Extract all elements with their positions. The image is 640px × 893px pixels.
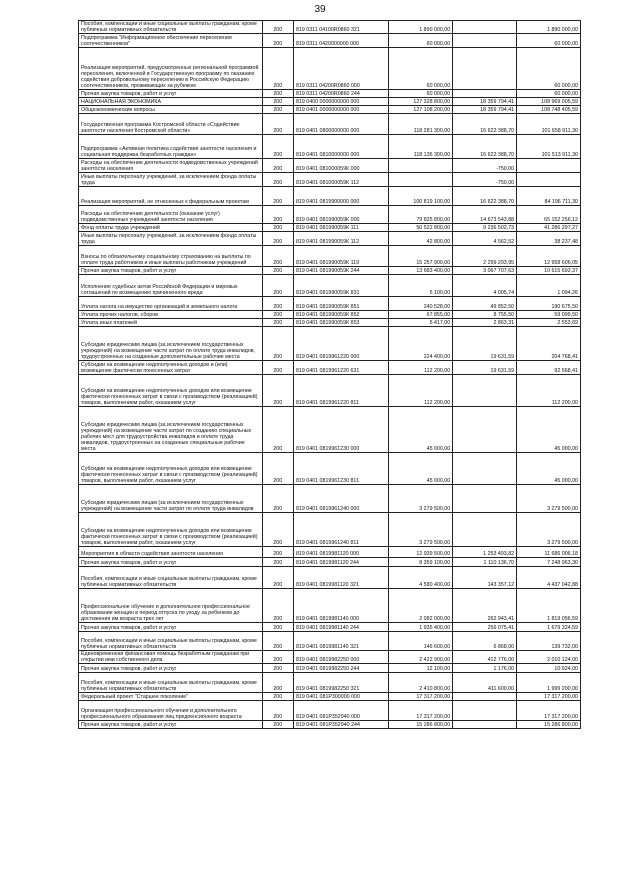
row-remaining-cell: 3 279 500,00	[517, 485, 581, 513]
row-code-cell: 819 0401 0819981140 321	[293, 632, 388, 651]
row-executed-cell: -750,00	[453, 173, 517, 187]
row-executed-cell: 16 622 388,70	[453, 135, 517, 159]
row-executed-cell	[453, 34, 517, 48]
row-remaining-cell	[517, 173, 581, 187]
row-section-cell: 200	[262, 159, 293, 173]
row-executed-cell: 8 755,50	[453, 311, 517, 319]
row-executed-cell: 3 067 707,63	[453, 267, 517, 275]
row-code-cell: 819 0401 0819961230 811	[293, 453, 388, 485]
row-section-cell: 200	[262, 361, 293, 375]
row-section-cell: 200	[262, 90, 293, 98]
row-approved-cell: 50 522 800,00	[389, 224, 453, 232]
row-section-cell: 200	[262, 632, 293, 651]
row-code-cell: 819 0401 0819961220 811	[293, 375, 388, 407]
row-approved-cell: 79 825 800,00	[389, 206, 453, 224]
row-section-cell: 200	[262, 21, 293, 34]
row-name-cell: НАЦИОНАЛЬНАЯ ЭКОНОМИКА	[79, 98, 263, 106]
row-section-cell: 200	[262, 232, 293, 246]
row-approved-cell: 5 100,00	[389, 275, 453, 297]
row-code-cell: 819 0401 0819961230 000	[293, 407, 388, 453]
row-name-cell: Прочая закупка товаров, работ и услуг	[79, 90, 263, 98]
row-section-cell: 200	[262, 485, 293, 513]
row-code-cell: 819 0401 0819982250 000	[293, 651, 388, 664]
row-approved-cell: 60 000,00	[389, 34, 453, 48]
table-row	[79, 98, 581, 106]
row-name-cell: Профессиональное обучение и дополнительное профессиональное образование женщин в период отпуска по уходу за ребенком до достижения им возраста трех лет	[79, 589, 263, 623]
row-executed-cell: 412 776,00	[453, 651, 517, 664]
row-remaining-cell: 190 675,50	[517, 297, 581, 311]
row-section-cell: 200	[262, 558, 293, 567]
row-approved-cell: 60 000,00	[389, 48, 453, 90]
row-approved-cell: 4 580 400,00	[389, 567, 453, 589]
row-code-cell: 819 0400 0000000000 000	[293, 98, 388, 106]
table-row	[79, 651, 581, 664]
row-code-cell: 819 0401 0819961240 811	[293, 513, 388, 547]
row-section-cell: 200	[262, 34, 293, 48]
table-row	[79, 673, 581, 693]
row-code-cell: 819 0401 081990059К 852	[293, 311, 388, 319]
row-remaining-cell: 17 317 200,00	[517, 701, 581, 721]
table-row	[79, 721, 581, 729]
row-executed-cell	[453, 513, 517, 547]
table-row	[79, 547, 581, 558]
table-row	[79, 135, 581, 159]
row-code-cell: 819 0311 04200R0860 244	[293, 90, 388, 98]
row-section-cell: 200	[262, 721, 293, 729]
table-row	[79, 311, 581, 319]
row-executed-cell	[453, 21, 517, 34]
row-name-cell: Пособия, компенсации и иные социальные выплаты гражданам, кроме публичных нормативных обязательств	[79, 567, 263, 589]
row-code-cell: 819 0401 0819981140 244	[293, 623, 388, 632]
row-remaining-cell: 10 924,00	[517, 664, 581, 673]
row-approved-cell: 127 328 800,00	[389, 98, 453, 106]
row-remaining-cell: 60 000,00	[517, 34, 581, 48]
row-approved-cell: 45 000,00	[389, 407, 453, 453]
table-row	[79, 21, 581, 34]
row-name-cell: Уплата иных платежей	[79, 319, 263, 327]
row-section-cell: 200	[262, 673, 293, 693]
row-approved-cell: 240 528,00	[389, 297, 453, 311]
table-row	[79, 90, 581, 98]
row-name-cell: Прочая закупка товаров, работ и услуг	[79, 721, 263, 729]
row-executed-cell: 2 299 293,95	[453, 246, 517, 267]
row-name-cell: Прочая закупка товаров, работ и услуг	[79, 623, 263, 632]
row-code-cell: 819 0401 0819981120 244	[293, 558, 388, 567]
row-executed-cell: 143 357,12	[453, 567, 517, 589]
row-approved-cell: 42 800,00	[389, 232, 453, 246]
row-code-cell: 819 0401 081990059К 000	[293, 206, 388, 224]
row-executed-cell: 14 673 543,88	[453, 206, 517, 224]
row-approved-cell: 12 939 500,00	[389, 547, 453, 558]
table-row	[79, 232, 581, 246]
row-section-cell: 200	[262, 267, 293, 275]
row-executed-cell: 4 562,52	[453, 232, 517, 246]
row-name-cell: Реализация мероприятий, предусмотренных региональной программой переселения, включенной в Государственную программу по оказанию содействия добровольному переселению в Российскую Федерацию соотечественников, проживающих за рубежом	[79, 48, 263, 90]
row-executed-cell: 1 176,00	[453, 664, 517, 673]
row-approved-cell: 45 000,00	[389, 453, 453, 485]
row-approved-cell: 2 410 800,00	[389, 673, 453, 693]
row-executed-cell	[453, 90, 517, 98]
row-remaining-cell: 2 553,69	[517, 319, 581, 327]
row-section-cell: 200	[262, 589, 293, 623]
row-section-cell: 200	[262, 275, 293, 297]
row-remaining-cell: 1 999 200,00	[517, 673, 581, 693]
row-name-cell: Прочая закупка товаров, работ и услуг	[79, 664, 263, 673]
row-executed-cell: 411 600,00	[453, 673, 517, 693]
row-code-cell: 819 0311 0420000000 000	[293, 34, 388, 48]
row-remaining-cell: 38 237,48	[517, 232, 581, 246]
row-name-cell: Федеральный проект "Старшее поколение"	[79, 693, 263, 701]
row-section-cell: 200	[262, 513, 293, 547]
row-name-cell: Прочая закупка товаров, работ и услуг	[79, 558, 263, 567]
row-executed-cell: 1 253 493,82	[453, 547, 517, 558]
row-name-cell: Субсидии юридическим лицам (за исключением государственных учреждений) на возмещение части затрат по созданию специальных рабочих мест для трудоустройства инвалидов и оплате труда инвалидов, трудоустроенных на созданные специальные рабочие места	[79, 407, 263, 453]
row-name-cell: Реализация мероприятий, не отнесенных к федеральным проектам	[79, 187, 263, 206]
row-remaining-cell: 17 317 200,00	[517, 693, 581, 701]
row-name-cell: Субсидии юридическим лицам (за исключением государственных учреждений) на возмещение части затрат по оплате труда инвалидов, трудоустроенных на созданные дополнительные рабочие места	[79, 327, 263, 361]
row-approved-cell: 13 683 400,00	[389, 267, 453, 275]
row-section-cell: 200	[262, 106, 293, 114]
row-code-cell: 819 0401 0819981120 321	[293, 567, 388, 589]
row-name-cell: Прочая закупка товаров, работ и услуг	[79, 267, 263, 275]
row-name-cell: Пособия, компенсации и иные социальные выплаты гражданам, кроме публичных нормативных обязательств	[79, 632, 263, 651]
row-approved-cell: 118 136 300,00	[389, 135, 453, 159]
row-remaining-cell: 2 010 124,00	[517, 651, 581, 664]
table-row	[79, 246, 581, 267]
row-executed-cell: 4 005,74	[453, 275, 517, 297]
row-remaining-cell: 10 615 692,37	[517, 267, 581, 275]
row-remaining-cell	[517, 159, 581, 173]
row-name-cell: Фонд оплаты труда учреждений	[79, 224, 263, 232]
table-row	[79, 224, 581, 232]
row-code-cell: 819 0401 0819981120 000	[293, 547, 388, 558]
row-code-cell: 819 0401 0800000000 000	[293, 114, 388, 135]
row-remaining-cell: 15 286 800,00	[517, 721, 581, 729]
row-approved-cell: 118 281 300,00	[389, 114, 453, 135]
row-section-cell: 200	[262, 297, 293, 311]
row-name-cell: Взносы по обязательному социальному страхованию на выплаты по оплате труда работников и иные выплаты работникам учреждений	[79, 246, 263, 267]
row-approved-cell: 112 200,00	[389, 361, 453, 375]
row-code-cell: 819 0401 081990059К 851	[293, 297, 388, 311]
row-code-cell: 819 0401 0819982250 321	[293, 673, 388, 693]
row-name-cell: Пособия, компенсации и иные социальные выплаты гражданам, кроме публичных нормативных обязательств	[79, 673, 263, 693]
row-remaining-cell: 108 748 405,59	[517, 106, 581, 114]
row-section-cell: 200	[262, 224, 293, 232]
row-name-cell: Иные выплаты персоналу учреждений, за исключением фонда оплаты труда	[79, 173, 263, 187]
table-row	[79, 693, 581, 701]
row-section-cell: 200	[262, 246, 293, 267]
row-name-cell: Субсидии на возмещение недополученных доходов или возмещение фактически понесенных затрат в связи с производством (реализацией) товаров, выполнением работ, оказанием услуг	[79, 453, 263, 485]
table-row	[79, 34, 581, 48]
row-code-cell: 819 0401 081990059К 112	[293, 232, 388, 246]
row-approved-cell: 17 317 200,00	[389, 693, 453, 701]
row-code-cell: 819 0401 081990059К 244	[293, 267, 388, 275]
row-section-cell: 200	[262, 48, 293, 90]
row-code-cell: 819 0401 0819900000 000	[293, 187, 388, 206]
row-name-cell: Уплата налога на имущество организаций и земельного налога	[79, 297, 263, 311]
table-row	[79, 567, 581, 589]
row-name-cell: Подпрограмма «Активная политика содействия занятости населения и социальная поддержка безработных граждан»	[79, 135, 263, 159]
row-code-cell: 819 0401 081P352940 000	[293, 701, 388, 721]
row-executed-cell: 19 631,59	[453, 361, 517, 375]
row-code-cell: 819 0401 081990059К 853	[293, 319, 388, 327]
row-name-cell: Расходы на обеспечение деятельности (оказание услуг) подведомственных учреждений занятости населения	[79, 206, 263, 224]
row-name-cell: Единовременная финансовая помощь безработным гражданам при открытии ими собственного дела	[79, 651, 263, 664]
row-remaining-cell: 7 248 963,30	[517, 558, 581, 567]
table-row	[79, 375, 581, 407]
row-remaining-cell: 101 513 911,30	[517, 135, 581, 159]
row-code-cell: 819 0401 0810000000 000	[293, 135, 388, 159]
table-row	[79, 327, 581, 361]
budget-table	[78, 20, 581, 729]
table-row	[79, 267, 581, 275]
row-name-cell: Организация профессионального обучения и дополнительного профессионального образования лиц предпенсионного возраста	[79, 701, 263, 721]
row-code-cell: 819 0401 0819961240 000	[293, 485, 388, 513]
row-approved-cell: 12 100,00	[389, 664, 453, 673]
row-code-cell: 819 0311 04200R0860 000	[293, 48, 388, 90]
row-remaining-cell: 1 094,26	[517, 275, 581, 297]
row-approved-cell: 5 417,00	[389, 319, 453, 327]
row-approved-cell: 3 279 500,00	[389, 513, 453, 547]
budget-table-body	[79, 21, 581, 729]
table-row	[79, 159, 581, 173]
table-row	[79, 589, 581, 623]
row-executed-cell: 18 359 794,41	[453, 106, 517, 114]
row-remaining-cell: 204 768,41	[517, 327, 581, 361]
row-code-cell: 819 0311 04100R0860 321	[293, 21, 388, 34]
row-code-cell: 819 0401 081000059К 000	[293, 159, 388, 173]
table-row	[79, 173, 581, 187]
row-executed-cell	[453, 701, 517, 721]
row-approved-cell: 127 108 200,00	[389, 106, 453, 114]
row-code-cell: 819 0401 0000000000 000	[293, 106, 388, 114]
row-section-cell: 200	[262, 375, 293, 407]
row-remaining-cell: 11 686 006,18	[517, 547, 581, 558]
row-section-cell: 200	[262, 547, 293, 558]
row-approved-cell: 67 855,00	[389, 311, 453, 319]
row-remaining-cell: 112 200,00	[517, 375, 581, 407]
table-row	[79, 453, 581, 485]
row-code-cell: 819 0401 0819981140 000	[293, 589, 388, 623]
row-approved-cell	[389, 159, 453, 173]
row-approved-cell: 15 286 800,00	[389, 721, 453, 729]
table-row	[79, 114, 581, 135]
row-remaining-cell: 12 958 606,05	[517, 246, 581, 267]
table-row	[79, 701, 581, 721]
row-approved-cell: 1 935 400,00	[389, 623, 453, 632]
row-remaining-cell: 60 000,00	[517, 90, 581, 98]
table-row	[79, 48, 581, 90]
table-row	[79, 558, 581, 567]
row-executed-cell: 18 359 794,41	[453, 98, 517, 106]
row-name-cell: Субсидии на возмещение недополученных доходов и (или) возмещение фактически понесенных затрат	[79, 361, 263, 375]
row-approved-cell: 1 890 000,00	[389, 21, 453, 34]
row-section-cell: 200	[262, 664, 293, 673]
row-executed-cell: 16 622 388,70	[453, 114, 517, 135]
row-executed-cell: 16 622 388,70	[453, 187, 517, 206]
row-section-cell: 200	[262, 567, 293, 589]
row-executed-cell: 49 852,50	[453, 297, 517, 311]
row-name-cell: Исполнение судебных актов Российской Федерации и мировых соглашений по возмещению причиненного вреда	[79, 275, 263, 297]
row-approved-cell: 8 359 100,00	[389, 558, 453, 567]
row-approved-cell: 2 082 000,00	[389, 589, 453, 623]
row-remaining-cell: 92 568,41	[517, 361, 581, 375]
row-name-cell: Субсидии юридическим лицам (за исключением государственных учреждений) на возмещение части затрат по оплате труда инвалидов	[79, 485, 263, 513]
row-section-cell: 200	[262, 693, 293, 701]
row-approved-cell: 3 279 500,00	[389, 485, 453, 513]
row-name-cell: Подпрограмма "Информационное обеспечение переселения соотечественников"	[79, 34, 263, 48]
row-approved-cell: 17 317 200,00	[389, 701, 453, 721]
row-section-cell: 200	[262, 623, 293, 632]
row-code-cell: 819 0401 081P300000 000	[293, 693, 388, 701]
row-code-cell: 819 0401 081990059К 111	[293, 224, 388, 232]
row-remaining-cell: 101 658 911,30	[517, 114, 581, 135]
row-section-cell: 200	[262, 173, 293, 187]
row-name-cell: Субсидии на возмещение недополученных доходов или возмещение фактически понесенных затрат в связи с производством (реализацией) товаров, выполнением работ, оказанием услуг	[79, 375, 263, 407]
table-row	[79, 632, 581, 651]
row-approved-cell: 100 819 100,00	[389, 187, 453, 206]
row-name-cell: Уплата прочих налогов, сборов	[79, 311, 263, 319]
table-row	[79, 407, 581, 453]
row-executed-cell	[453, 407, 517, 453]
row-executed-cell: 6 868,00	[453, 632, 517, 651]
row-approved-cell: 112 200,00	[389, 375, 453, 407]
row-section-cell: 200	[262, 453, 293, 485]
row-executed-cell	[453, 485, 517, 513]
row-remaining-cell: 45 000,00	[517, 407, 581, 453]
row-executed-cell: 262 943,41	[453, 589, 517, 623]
row-remaining-cell: 139 732,00	[517, 632, 581, 651]
row-code-cell: 819 0401 081000059К 112	[293, 173, 388, 187]
row-approved-cell	[389, 173, 453, 187]
row-remaining-cell: 3 279 500,00	[517, 513, 581, 547]
row-section-cell: 200	[262, 311, 293, 319]
row-section-cell: 200	[262, 651, 293, 664]
row-section-cell: 200	[262, 206, 293, 224]
row-section-cell: 200	[262, 187, 293, 206]
row-code-cell: 819 0401 081P352940 244	[293, 721, 388, 729]
row-executed-cell	[453, 453, 517, 485]
row-remaining-cell: 4 437 042,88	[517, 567, 581, 589]
row-section-cell: 200	[262, 98, 293, 106]
row-remaining-cell: 1 890 000,00	[517, 21, 581, 34]
table-row	[79, 513, 581, 547]
row-name-cell: Иные выплаты персоналу учреждений, за исключением фонда оплаты труда	[79, 232, 263, 246]
row-section-cell: 200	[262, 114, 293, 135]
row-executed-cell	[453, 721, 517, 729]
row-code-cell: 819 0401 0819982250 244	[293, 664, 388, 673]
row-code-cell: 819 0401 0819961220 631	[293, 361, 388, 375]
row-approved-cell: 2 422 900,00	[389, 651, 453, 664]
row-section-cell: 200	[262, 327, 293, 361]
table-row	[79, 297, 581, 311]
table-row	[79, 106, 581, 114]
row-remaining-cell: 60 000,00	[517, 48, 581, 90]
row-name-cell: Государственная программа Костромской области «Содействие занятости населения Костромской области»	[79, 114, 263, 135]
row-approved-cell: 60 000,00	[389, 90, 453, 98]
row-name-cell: Субсидии на возмещение недополученных доходов или возмещение фактически понесенных затрат в связи с производством (реализацией) товаров, выполнением работ, оказанием услуг	[79, 513, 263, 547]
row-name-cell: Мероприятия в области содействия занятости населения	[79, 547, 263, 558]
table-row	[79, 623, 581, 632]
row-executed-cell: 2 863,31	[453, 319, 517, 327]
row-executed-cell: 1 110 136,70	[453, 558, 517, 567]
row-code-cell: 819 0401 081990059К 119	[293, 246, 388, 267]
row-remaining-cell: 84 196 711,30	[517, 187, 581, 206]
row-executed-cell	[453, 375, 517, 407]
row-remaining-cell: 1 819 056,59	[517, 589, 581, 623]
table-row	[79, 319, 581, 327]
row-remaining-cell: 45 000,00	[517, 453, 581, 485]
row-name-cell: Расходы на обеспечение деятельности подведомственных учреждений занятости населения	[79, 159, 263, 173]
row-executed-cell	[453, 693, 517, 701]
table-row	[79, 485, 581, 513]
row-code-cell: 819 0401 081990059К 831	[293, 275, 388, 297]
row-section-cell: 200	[262, 135, 293, 159]
row-executed-cell: 9 236 502,73	[453, 224, 517, 232]
row-name-cell: Пособия, компенсации и иные социальные выплаты гражданам, кроме публичных нормативных обязательств	[79, 21, 263, 34]
row-executed-cell: 19 631,59	[453, 327, 517, 361]
page-number: 39	[314, 4, 326, 15]
row-code-cell: 819 0401 0819961220 000	[293, 327, 388, 361]
row-remaining-cell: 65 152 256,12	[517, 206, 581, 224]
row-executed-cell: 256 075,41	[453, 623, 517, 632]
table-row	[79, 187, 581, 206]
row-remaining-cell: 108 969 005,59	[517, 98, 581, 106]
row-executed-cell: -750,00	[453, 159, 517, 173]
table-row	[79, 664, 581, 673]
row-approved-cell: 15 257 900,00	[389, 246, 453, 267]
row-remaining-cell: 1 679 324,59	[517, 623, 581, 632]
row-name-cell: Общеэкономические вопросы	[79, 106, 263, 114]
row-section-cell: 200	[262, 701, 293, 721]
row-approved-cell: 224 400,00	[389, 327, 453, 361]
row-section-cell: 200	[262, 407, 293, 453]
row-approved-cell: 146 600,00	[389, 632, 453, 651]
row-executed-cell	[453, 48, 517, 90]
table-row	[79, 361, 581, 375]
row-section-cell: 200	[262, 319, 293, 327]
table-row	[79, 275, 581, 297]
row-remaining-cell: 41 286 297,27	[517, 224, 581, 232]
table-row	[79, 206, 581, 224]
row-remaining-cell: 59 099,50	[517, 311, 581, 319]
